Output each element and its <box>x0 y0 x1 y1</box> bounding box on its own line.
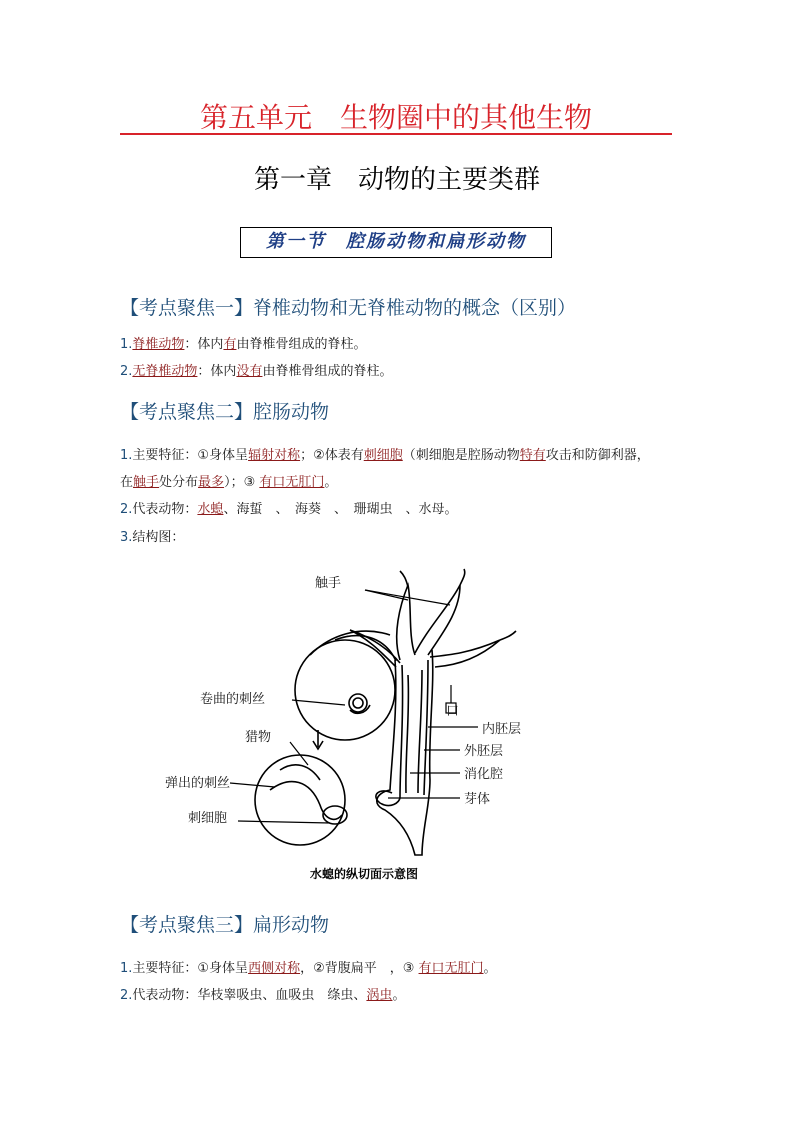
answer-blank: 刺细胞 <box>363 448 403 463</box>
answer-blank: 没有 <box>236 364 263 379</box>
text: 攻击和防御利器， <box>545 448 650 463</box>
focus2-line1 <box>120 447 650 465</box>
label-endoderm: 内胚层 <box>482 722 522 737</box>
list-number: 1. <box>120 337 133 352</box>
answer-blank: 西侧对称 <box>248 961 301 976</box>
text: 由脊椎骨组成的脊柱。 <box>236 337 367 352</box>
text: 代表动物：华枝睾吸虫、血吸虫 绦虫、 <box>132 988 367 1003</box>
answer-blank: 水螅 <box>197 502 224 517</box>
answer-blank: 脊椎动物 <box>132 337 185 352</box>
answer-blank: 有口无肛门 <box>259 475 325 490</box>
hydra-diagram <box>160 565 580 890</box>
text: 、海蜇 、 海葵 、 珊瑚虫 、水母。 <box>223 502 458 517</box>
label-bud: 芽体 <box>464 792 491 807</box>
label-ejected-thread: 弹出的刺丝 <box>165 776 231 791</box>
label-cnidocyte: 刺细胞 <box>188 811 228 826</box>
list-number: 2. <box>120 364 133 379</box>
label-tentacle: 触手 <box>315 576 342 591</box>
text: ）；③ <box>224 475 260 490</box>
list-number: 2. <box>120 988 133 1003</box>
text: 由脊椎骨组成的脊柱。 <box>262 364 393 379</box>
focus2-line2 <box>120 474 337 492</box>
label-prey: 猎物 <box>245 730 272 745</box>
unit-title-underline <box>120 133 672 135</box>
focus3-line2 <box>120 987 405 1005</box>
text: 。 <box>392 988 406 1003</box>
text: ，②背腹扁平 ，③ <box>300 961 419 976</box>
chapter-title: 第一章 动物的主要类群 <box>253 165 540 195</box>
text: ；②体表有 <box>300 448 364 463</box>
focus1-line2 <box>120 363 392 381</box>
answer-blank: 有口无肛门 <box>418 961 484 976</box>
text: 主要特征：①身体呈 <box>132 961 249 976</box>
label-coiled-thread: 卷曲的刺丝 <box>200 692 266 707</box>
answer-blank: 最多 <box>198 475 225 490</box>
answer-blank: 无脊椎动物 <box>132 364 198 379</box>
diagram-caption: 水螅的纵切面示意图 <box>310 867 419 881</box>
section-title-box <box>240 227 552 258</box>
focus1-heading: 【考点聚焦一】脊椎动物和无脊椎动物的概念（区别） <box>120 297 577 319</box>
answer-blank: 触手 <box>133 475 160 490</box>
answer-blank: 特有 <box>519 448 546 463</box>
text: 主要特征：①身体呈 <box>132 448 249 463</box>
focus2-line4 <box>120 529 184 547</box>
text: （刺细胞是腔肠动物 <box>402 448 520 463</box>
list-number: 2. <box>120 502 133 517</box>
focus2-line3 <box>120 501 457 519</box>
list-number: 1. <box>120 448 133 463</box>
focus3-heading: 【考点聚焦三】扁形动物 <box>120 914 330 936</box>
text: 。 <box>324 475 338 490</box>
text: ：体内 <box>184 337 224 352</box>
text: 结构图： <box>132 530 185 545</box>
unit-title: 第五单元 生物圈中的其他生物 <box>199 101 592 134</box>
text: ：体内 <box>197 364 237 379</box>
answer-blank: 涡虫 <box>366 988 393 1003</box>
focus3-line1 <box>120 960 497 978</box>
label-mouth: 口 <box>446 704 460 719</box>
label-ectoderm: 外胚层 <box>464 744 504 759</box>
section-title: 第一节 腔肠动物和扁形动物 <box>266 231 526 252</box>
text: 代表动物： <box>132 502 198 517</box>
label-cavity: 消化腔 <box>464 767 504 782</box>
answer-blank: 有 <box>223 337 237 352</box>
focus1-line1 <box>120 336 366 354</box>
text: 。 <box>483 961 497 976</box>
answer-blank: 辐射对称 <box>248 448 301 463</box>
list-number: 1. <box>120 961 133 976</box>
text: 处分布 <box>159 475 199 490</box>
list-number: 3. <box>120 530 133 545</box>
text: 在 <box>120 475 134 490</box>
focus2-heading: 【考点聚焦二】腔肠动物 <box>120 401 330 423</box>
